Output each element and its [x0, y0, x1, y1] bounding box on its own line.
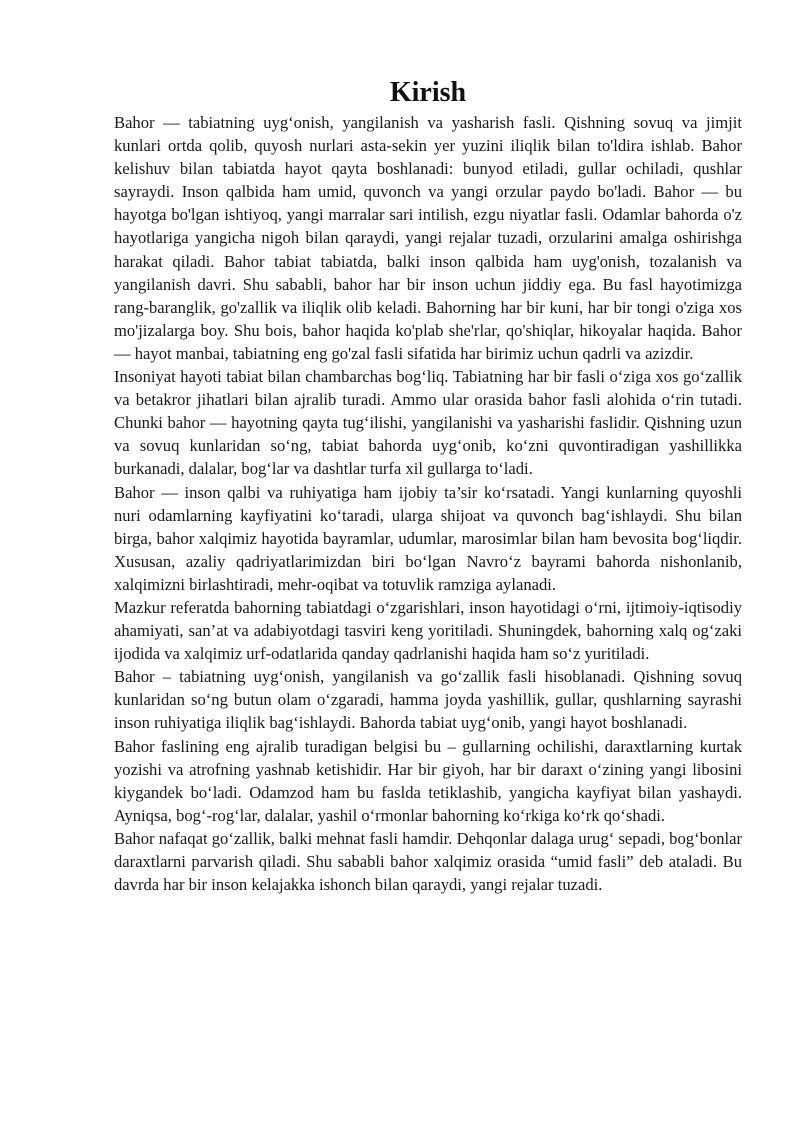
paragraph-3: Bahor — inson qalbi va ruhiyatiga ham ijobiy ta’sir ko‘rsatadi. Yangi kunlarning quyoshli nuri odamlarning kayfiyatini ko‘taradi, ularga shijoat va quvonch bag‘ishlaydi. Shu bilan birga, bahor xalqimiz hayotida bayramlar, udumlar, marosimlar bilan ham bevosita bog‘liqdir. Xususan, azaliy qadriyatlarimizdan biri bo‘lgan Navro‘z bayrami bahorda nishonlanib, xalqimizni birlashtiradi, mehr-oqibat va totuvlik ramziga aylanadi.: [114, 482, 742, 594]
paragraph-4: Mazkur referatda bahorning tabiatdagi o‘zgarishlari, inson hayotidagi o‘rni, ijtimoiy-iqtisodiy ahamiyati, san’at va adabiyotdagi tasviri keng yoritiladi. Shuningdek, bahorning xalq og‘zaki ijodida va xalqimiz urf-odatlarida qanday qadrlanishi haqida ham so‘z yuritiladi.: [114, 597, 742, 664]
paragraph-6: Bahor faslining eng ajralib turadigan belgisi bu – gullarning ochilishi, daraxtlarning kurtak yozishi va atrofning yashnab ketishidir. Har bir giyoh, har bir daraxt o‘zining yangi libosini kiygandek bo‘ladi. Odamzod ham bu faslda tetiklashib, yangicha kayfiyat bilan yashaydi. Ayniqsa, bog‘-rog‘lar, dalalar, yashil o‘rmonlar bahorning ko‘rkiga ko‘rk qo‘shadi.: [114, 736, 742, 825]
paragraph-5: Bahor – tabiatning uyg‘onish, yangilanish va go‘zallik fasli hisoblanadi. Qishning sovuq kunlaridan so‘ng butun olam o‘zgaradi, hamma joyda yashillik, gullar, qushlarning sayrashi inson ruhiyatiga iliqlik bag‘ishlaydi. Bahorda tabiat uyg‘onib, yangi hayot boshlanadi.: [114, 667, 742, 733]
document-body: [114, 77, 742, 896]
paragraph-1: Bahor — tabiatning uyg‘onish, yangilanish va yasharish fasli. Qishning sovuq va jimjit kunlari ortda qolib, quyosh nurlari asta-sekin yer yuzini iliqlik bilan to'ldira ishlab. Bahor kelishuv bilan tabiatda hayot qayta boshlanadi: bunyod etiladi, gullar ochiladi, qushlar sayraydi. Inson qalbida ham umid, quvonch va yangi orzular paydo bo'ladi. Bahor — bu hayotga bo'lgan ishtiyoq, yangi marralar sari intilish, ezgu niyatlar fasli. Odamlar bahorda o'z hayotlariga yangicha nigoh bilan qaraydi, yangi rejalar tuzadi, orzularini amalga oshirishga harakat qiladi. Bahor tabiat tabiatda, balki inson qalbida ham uyg'onish, tozalanish va yangilanish davri. Shu sababli, bahor har bir inson uchun jiddiy ega. Bu fasl hayotimizga rang-baranglik, go'zallik va iliqlik olib keladi. Bahorning har bir kuni, har bir tongi o'ziga xos mo'jizalarga boy. Shu bois, bahor haqida ko'plab she'rlar, qo'shiqlar, hikoyalar haqida. Bahor — hayot manbai, tabiatning eng go'zal fasli sifatida har birimiz uchun qadrli va azizdir.: [114, 113, 742, 363]
paragraph-2: Insoniyat hayoti tabiat bilan chambarchas bog‘liq. Tabiatning har bir fasli o‘ziga xos go‘zallik va betakror jihatlari bilan ajralib turadi. Ammo ular orasida bahor fasli alohida o‘rin tutadi. Chunki bahor — hayotning qayta tug‘ilishi, yangilanishi va yasharishi faslidir. Qishning uzun va sovuq kunlaridan so‘ng, tabiat bahorda uyg‘onib, ko‘zni quvontiradigan yashillikka burkanadi, dalalar, bog‘lar va dashtlar turfa xil gullarga to‘ladi.: [114, 367, 742, 479]
paragraph-7: Bahor nafaqat go‘zallik, balki mehnat fasli hamdir. Dehqonlar dalaga urug‘ sepadi, bog‘bonlar daraxtlarni parvarish qiladi. Shu sababli bahor xalqimiz orasida “umid fasli” deb ataladi. Bu davrda har bir inson kelajakka ishonch bilan qaraydi, yangi rejalar tuzadi.: [114, 828, 742, 895]
document-title: Kirish: [389, 77, 467, 108]
